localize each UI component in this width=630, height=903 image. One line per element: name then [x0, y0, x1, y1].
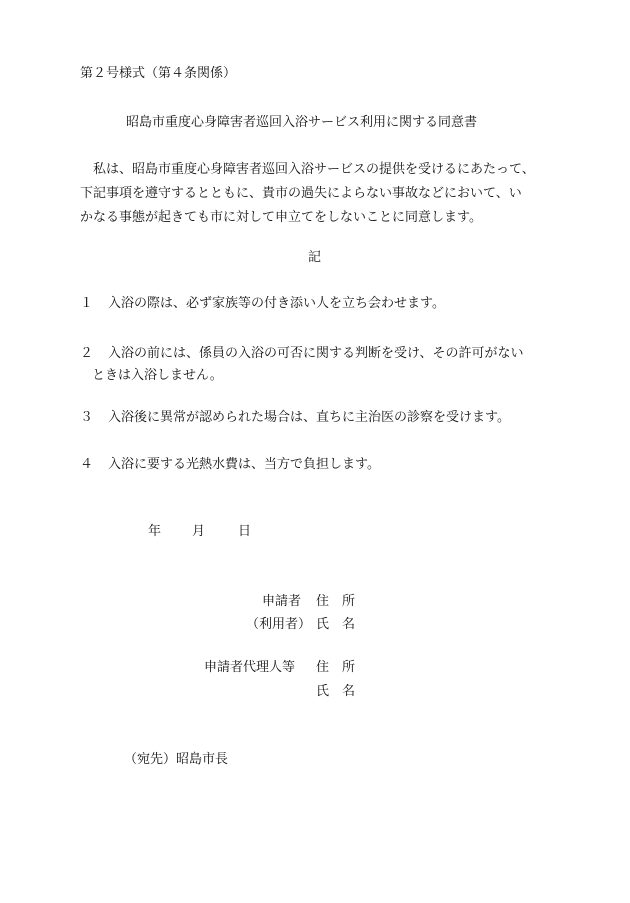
- agent-address-label: 住 所: [316, 660, 356, 675]
- list-item: [80, 343, 523, 387]
- item-number: ２: [80, 346, 94, 361]
- agent-label: 申請者代理人等: [204, 660, 296, 675]
- item-text: 入浴後に異常が認められた場合は、直ちに主治医の診察を受けます。: [108, 410, 510, 425]
- item-text: 入浴の際は、必ず家族等の付き添い人を立ち会わせます。: [108, 296, 445, 311]
- user-label: （利用者）: [246, 617, 312, 632]
- list-item: [80, 296, 445, 312]
- body-line: かなる事態が起きても市に対して申立てをしないことに同意します。: [80, 210, 482, 225]
- item-text: 入浴の前には、係員の入浴の可否に関する判断を受け、その許可がない: [108, 346, 524, 361]
- applicant-address-label: 住 所: [316, 594, 356, 609]
- ki-heading: 記: [308, 250, 322, 265]
- item-number: ４: [80, 457, 94, 472]
- list-item: [80, 410, 510, 426]
- list-item: [80, 457, 380, 473]
- date-month: 月: [192, 524, 206, 539]
- date-day: 日: [238, 524, 252, 539]
- form-number: 第２号様式（第４条関係）: [80, 66, 237, 81]
- item-number: １: [80, 296, 94, 311]
- addressee: （宛先）昭島市長: [124, 752, 229, 767]
- body-line: 下記事項を遵守するとともに、貴市の過失によらない事故などにおいて、い: [80, 186, 522, 201]
- item-number: ３: [80, 410, 94, 425]
- agent-name-label: 氏 名: [316, 684, 356, 699]
- body-line: 私は、昭島市重度心身障害者巡回入浴サービスの提供を受けるにあたって、: [93, 162, 535, 177]
- body-paragraph: [80, 158, 560, 230]
- applicant-label: 申請者: [262, 594, 302, 609]
- item-text: 入浴に要する光熱水費は、当方で負担します。: [108, 457, 380, 472]
- item-text-continuation: ときは入浴しません。: [92, 368, 223, 383]
- document-title: 昭島市重度心身障害者巡回入浴サービス利用に関する同意書: [126, 115, 478, 130]
- date-year: 年: [148, 524, 162, 539]
- user-name-label: 氏 名: [316, 617, 356, 632]
- date-line: [148, 524, 251, 540]
